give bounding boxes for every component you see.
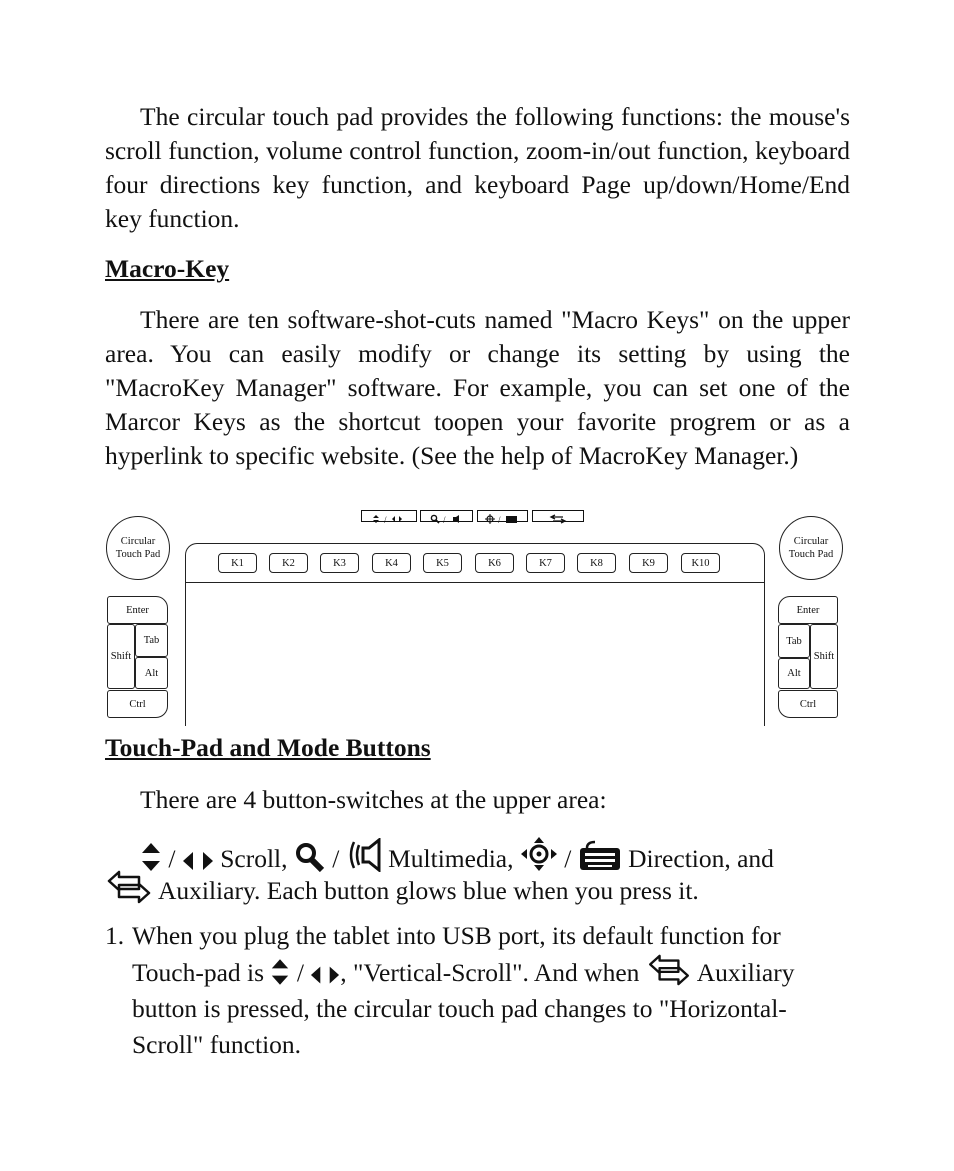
panel-divider xyxy=(186,582,764,583)
macro-key-k10: K10 xyxy=(681,553,720,573)
item1-line-c: button is pressed, the circular touch pad changes to "Horizontal- xyxy=(132,994,787,1023)
touchpad-heading: Touch-Pad and Mode Buttons xyxy=(105,733,431,762)
direction-label: Direction, and xyxy=(628,844,774,873)
macro-key-k5: K5 xyxy=(423,553,462,573)
direction-pad-icon xyxy=(520,836,558,872)
mode-button-scroll xyxy=(361,510,417,522)
svg-text:/: / xyxy=(498,515,501,524)
left-circular-touch-pad xyxy=(106,516,170,580)
right-pad-label-line2: Touch Pad xyxy=(788,549,834,560)
magnifier-icon xyxy=(294,842,326,872)
item1-b-pre: Touch-pad is xyxy=(132,958,265,987)
swap-arrows-icon xyxy=(646,954,692,986)
item1-b-mid: "Vertical-Scroll". And when xyxy=(353,958,640,987)
right-tab-key: Tab xyxy=(778,624,810,658)
sep-1: / xyxy=(168,844,176,873)
left-right-arrow-icon xyxy=(182,850,214,872)
left-ctrl-key: Ctrl xyxy=(107,690,168,718)
macro-key-k8: K8 xyxy=(577,553,616,573)
left-enter-key: Enter xyxy=(107,596,168,624)
macro-key-k2: K2 xyxy=(269,553,308,573)
keyboard-icon xyxy=(578,840,622,872)
right-alt-key: Alt xyxy=(778,658,810,689)
mode-button-auxiliary xyxy=(532,510,584,522)
touchpad-intro: There are 4 button-switches at the upper area: xyxy=(140,785,607,814)
right-ctrl-key: Ctrl xyxy=(778,690,838,718)
sep-2: / xyxy=(332,844,340,873)
speaker-icon xyxy=(346,838,382,872)
mode-button-multimedia xyxy=(420,510,473,522)
right-enter-key: Enter xyxy=(778,596,838,624)
macro-key-k3: K3 xyxy=(320,553,359,573)
intro-paragraph: The circular touch pad provides the following functions: the mouse's scroll function, volume control function, zoom-in/out function, keyboard four directions key function, and keyboard Page up/down/Home/End key function. xyxy=(105,102,850,233)
svg-text:/: / xyxy=(384,515,387,524)
svg-text:/: / xyxy=(443,515,446,524)
macro-key-k1: K1 xyxy=(218,553,257,573)
left-pad-label-line2: Touch Pad xyxy=(115,549,161,560)
macro-key-k9: K9 xyxy=(629,553,668,573)
up-down-arrow-icon xyxy=(140,842,162,872)
item1-line-d: Scroll" function. xyxy=(132,1030,302,1059)
auxiliary-line xyxy=(105,870,850,908)
list-number: 1. xyxy=(105,921,125,950)
left-pad-label-line1: Circular xyxy=(120,536,156,547)
right-pad-label-line1: Circular xyxy=(793,536,829,547)
swap-arrows-icon xyxy=(105,870,153,904)
tablet-diagram xyxy=(103,508,848,726)
macro-key-k7: K7 xyxy=(526,553,565,573)
macro-key-heading: Macro-Key xyxy=(105,254,230,283)
mode-button-direction xyxy=(477,510,528,522)
left-tab-key: Tab xyxy=(135,624,168,657)
sep-4: / xyxy=(296,958,304,987)
multimedia-label: Multimedia, xyxy=(388,844,514,873)
right-shift-key: Shift xyxy=(810,624,838,689)
tablet-panel xyxy=(185,543,765,726)
right-circular-touch-pad xyxy=(779,516,843,580)
macro-key-k4: K4 xyxy=(372,553,411,573)
macro-key-paragraph: There are ten software-shot-cuts named "Macro Keys" on the upper area. You can easily modify or change its setting by using the "MacroKey Manager" software. For example, you can set one of the Marcor Keys as the shortcut toopen your favorite progrem or as a hyperlink to specific website. (See the help of MacroKey Manager.) xyxy=(105,305,850,470)
left-shift-key: Shift xyxy=(107,624,135,689)
list-item-1 xyxy=(105,918,850,1063)
item1-b-post: Auxiliary xyxy=(696,958,795,987)
up-down-arrow-icon xyxy=(270,958,290,986)
sep-3: / xyxy=(564,844,572,873)
auxiliary-label: Auxiliary. Each button glows blue when you press it. xyxy=(157,876,699,905)
macro-key-k6: K6 xyxy=(475,553,514,573)
scroll-label: Scroll, xyxy=(220,844,288,873)
left-alt-key: Alt xyxy=(135,657,168,689)
left-right-arrow-icon xyxy=(310,964,340,986)
item1-line-a: When you plug the tablet into USB port, its default function for xyxy=(132,921,781,950)
item1-line-b: Touch-pad is / , "Vertical-Scroll". And when Auxiliary xyxy=(105,954,850,991)
